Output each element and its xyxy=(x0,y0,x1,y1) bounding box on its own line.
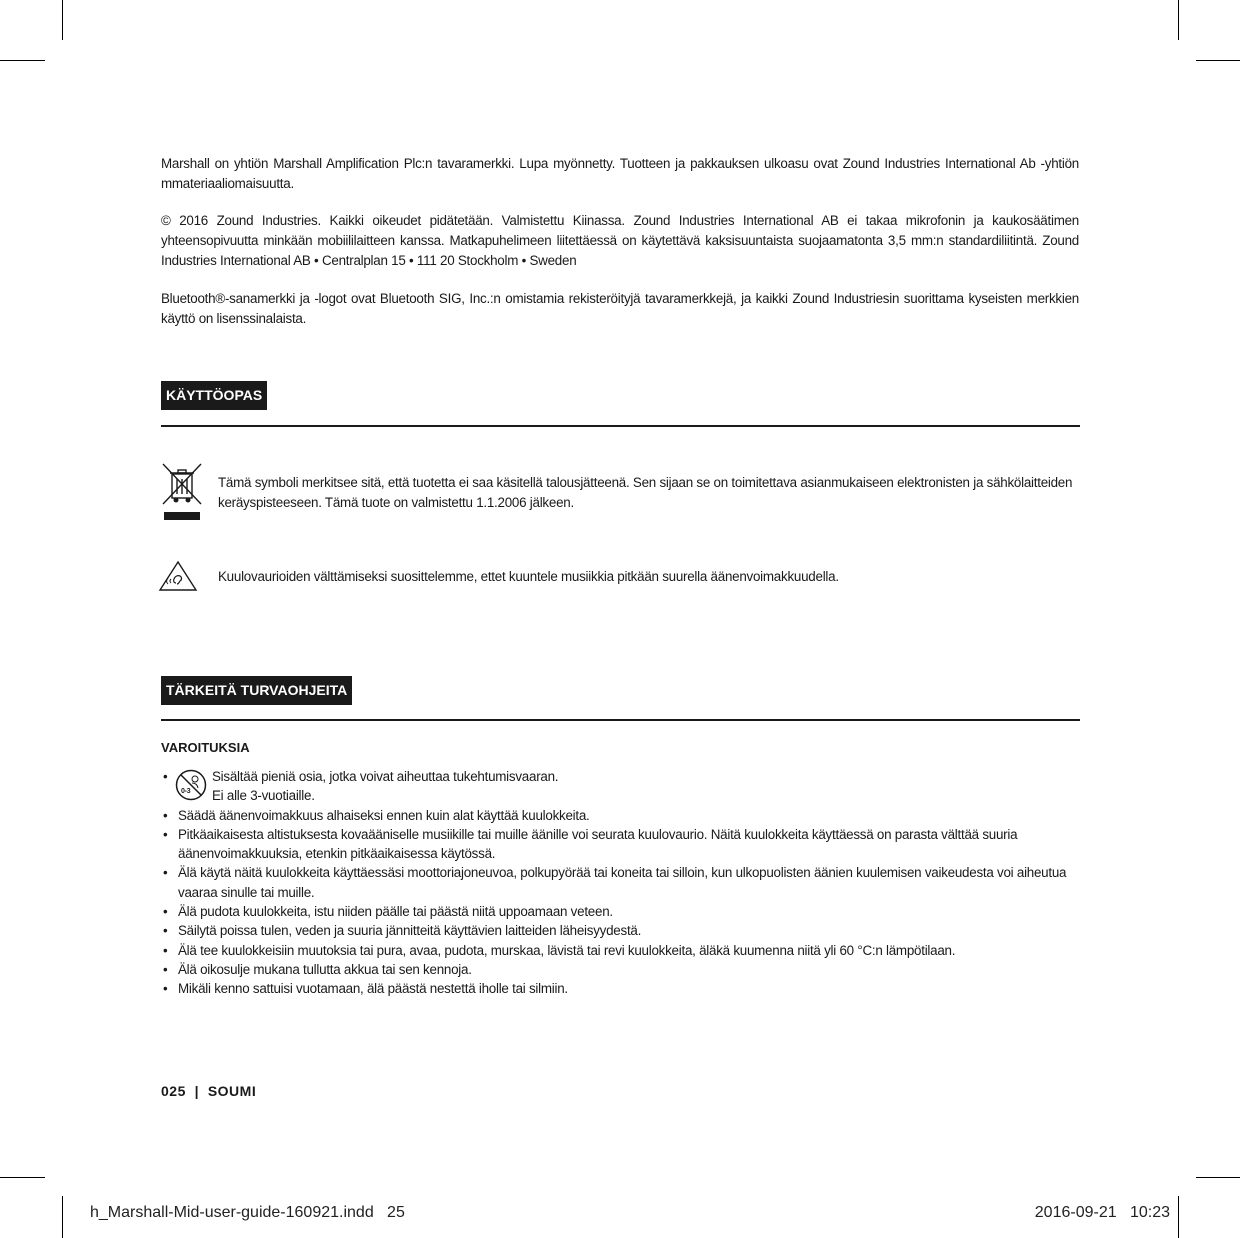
section-rule xyxy=(161,719,1080,721)
bullet: • xyxy=(163,942,168,958)
list-item xyxy=(161,979,1079,998)
crop-mark xyxy=(1178,1196,1179,1238)
bullet: • xyxy=(163,807,168,823)
list-item xyxy=(161,902,1079,921)
choking-warning-line2: Ei alle 3-vuotiaille. xyxy=(212,788,315,804)
warning-text: Älä käytä näitä kuulokkeita käyttäessäsi moottoriajoneuvoa, polkupyörää tai koneita tai silloin, kun ulkopuolisten äänien kuulemisen vaikeudesta voi aiheutua vaaraa sinulle tai muille. xyxy=(178,865,1067,900)
crop-mark xyxy=(62,0,63,40)
list-item xyxy=(161,921,1079,940)
list-item xyxy=(161,941,1079,960)
warning-text: Älä oikosulje mukana tullutta akkua tai sen kennoja. xyxy=(178,961,472,977)
print-slug-timestamp: 2016-09-21 10:23 xyxy=(1034,1204,1170,1221)
warning-text: Pitkäaikaisesta altistuksesta kovaääniselle musiikille tai muille äänille voi seurata kuulovaurio. Näitä kuulokkeita käyttäessä on parasta välttää suuria äänenvoimakkuuksia, etenkin pitkäaikaisessa käytössä. xyxy=(178,826,1018,862)
bullet: • xyxy=(163,904,168,920)
warning-text: Säädä äänenvoimakkuus alhaiseksi ennen kuin alat käyttää kuulokkeita. xyxy=(178,807,590,823)
crop-mark xyxy=(1196,1177,1240,1178)
print-slug-filename: h_Marshall-Mid-user-guide-160921.indd 25 xyxy=(90,1204,405,1221)
warning-text: Älä pudota kuulokkeita, istu niiden päälle tai päästä niitä uppoamaan veteen. xyxy=(178,904,613,920)
warning-text: Mikäli kenno sattuisi vuotamaan, älä päästä nestettä iholle tai silmiin. xyxy=(178,981,568,997)
crop-mark xyxy=(0,1177,45,1178)
crop-mark xyxy=(1178,0,1179,40)
section-heading-safety: TÄRKEITÄ TURVAOHJEITA xyxy=(161,676,352,705)
copyright-paragraph: © 2016 Zound Industries. Kaikki oikeudet pidätetään. Valmistettu Kiinassa. Zound Industries International AB ei takaa mikrofonin ja kaukosäätimen yhteensopivuutta minkään mobiililaitteen kanssa. Matkapuhelimeen liitettäessä on käytettävä kaksisuuntaista suojaamatonta 3,5 mm:n standardiliitintä. Zound Industries International AB • Centralplan 15 • 111 20 Stockholm • Sweden xyxy=(161,213,1079,268)
warning-text: Säilytä poissa tulen, veden ja suuria jännitteitä käyttävien laitteiden läheisyydestä. xyxy=(178,923,642,939)
bluetooth-paragraph: Bluetooth®-sanamerkki ja -logot ovat Bluetooth SIG, Inc.:n omistamia rekisteröityjä tavaramerkkejä, ja kaikki Zound Industriesin suorittama kyseisten merkkien käyttö on lisenssinalaista. xyxy=(161,291,1079,326)
bullet: • xyxy=(163,923,168,939)
bullet: • xyxy=(163,769,168,784)
trademark-paragraph: Marshall on yhtiön Marshall Amplification Plc:n tavaramerkki. Lupa myönnetty. Tuotteen ja pakkauksen ulkoasu ovat Zound Industries International Ab -yhtiön mmateriaaliomaisuutta. xyxy=(161,156,1079,191)
crop-mark xyxy=(62,1196,63,1238)
svg-text:0-3: 0-3 xyxy=(181,788,191,795)
no-children-0-3-icon xyxy=(175,769,207,801)
hearing-warning-text: Kuulovaurioiden välttämiseksi suosittelemme, ettet kuuntele musiikkia pitkään suurella äänenvoimakkuudella. xyxy=(218,569,839,584)
list-item xyxy=(161,863,1079,902)
warnings-subheading: VAROITUKSIA xyxy=(161,740,250,755)
list-item xyxy=(161,960,1079,979)
bullet: • xyxy=(163,961,168,977)
hearing-warning-triangle-icon xyxy=(158,560,198,592)
section-rule xyxy=(161,425,1080,427)
weee-notice-text: Tämä symboli merkitsee sitä, että tuotetta ei saa käsitellä talousjätteenä. Sen sijaan se on toimitettava asianmukaiseen elektronisten ja sähkölaitteiden keräyspisteeseen. Tämä tuote on valmistettu 1.1.2006 jälkeen. xyxy=(218,475,1073,510)
bullet: • xyxy=(163,865,168,881)
list-item xyxy=(161,825,1079,864)
crop-mark xyxy=(1196,60,1240,61)
choking-warning-line1: Sisältää pieniä osia, jotka voivat aiheuttaa tukehtumisvaaran. xyxy=(212,769,559,784)
list-item xyxy=(161,767,1079,806)
bullet: • xyxy=(163,981,168,997)
bullet: • xyxy=(163,826,168,842)
crop-mark xyxy=(0,60,45,61)
section-heading-user-guide: KÄYTTÖOPAS xyxy=(161,381,267,410)
crossed-out-wheelie-bin-icon xyxy=(161,462,203,522)
list-item xyxy=(161,806,1079,825)
warnings-list xyxy=(161,767,1079,999)
page-number-footer: 025 | SOUMI xyxy=(161,1083,257,1099)
warning-text: Älä tee kuulokkeisiin muutoksia tai pura, avaa, pudota, murskaa, lävistä tai revi kuulokkeita, äläkä kuumenna niitä yli 60 °C:n lämpötilaan. xyxy=(178,942,956,958)
